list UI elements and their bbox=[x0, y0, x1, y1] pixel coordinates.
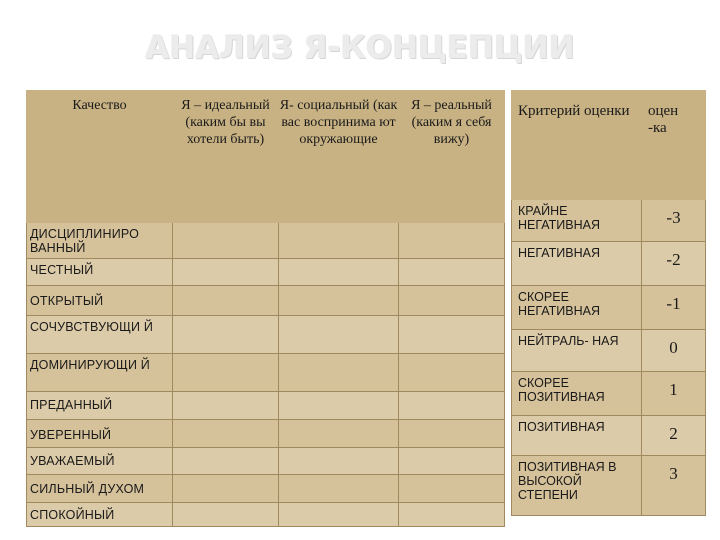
criterion-label: СКОРЕЕ НЕГАТИВНАЯ bbox=[512, 286, 642, 330]
criteria-row bbox=[512, 416, 706, 456]
ideal-cell[interactable] bbox=[173, 259, 279, 286]
criteria-header-row bbox=[512, 91, 706, 200]
criteria-row bbox=[512, 242, 706, 286]
social-cell[interactable] bbox=[279, 223, 399, 259]
table-row bbox=[27, 475, 505, 503]
quality-label: СОЧУВСТВУЮЩИ Й bbox=[27, 316, 173, 354]
social-cell[interactable] bbox=[279, 392, 399, 420]
page-title: АНАЛИЗ Я-КОНЦЕПЦИИ bbox=[145, 30, 575, 66]
ideal-cell[interactable] bbox=[173, 448, 279, 475]
header-quality: Качество bbox=[27, 91, 173, 223]
table-row bbox=[27, 392, 505, 420]
social-cell[interactable] bbox=[279, 286, 399, 316]
criterion-label: ПОЗИТИВНАЯ В ВЫСОКОЙ СТЕПЕНИ bbox=[512, 456, 642, 516]
ideal-cell[interactable] bbox=[173, 420, 279, 448]
social-cell[interactable] bbox=[279, 475, 399, 503]
real-cell[interactable] bbox=[399, 448, 505, 475]
criterion-label: КРАЙНЕ НЕГАТИВНАЯ bbox=[512, 200, 642, 242]
quality-label: ОТКРЫТЫЙ bbox=[27, 286, 173, 316]
criterion-label: НЕГАТИВНАЯ bbox=[512, 242, 642, 286]
criteria-row bbox=[512, 330, 706, 372]
real-cell[interactable] bbox=[399, 286, 505, 316]
real-cell[interactable] bbox=[399, 354, 505, 392]
ideal-cell[interactable] bbox=[173, 286, 279, 316]
criteria-table bbox=[511, 90, 706, 516]
table-row bbox=[27, 223, 505, 259]
social-cell[interactable] bbox=[279, 316, 399, 354]
social-cell[interactable] bbox=[279, 354, 399, 392]
real-cell[interactable] bbox=[399, 475, 505, 503]
criterion-label: НЕЙТРАЛЬ- НАЯ bbox=[512, 330, 642, 372]
real-cell[interactable] bbox=[399, 223, 505, 259]
table-row bbox=[27, 354, 505, 392]
ideal-cell[interactable] bbox=[173, 475, 279, 503]
real-cell[interactable] bbox=[399, 392, 505, 420]
social-cell[interactable] bbox=[279, 259, 399, 286]
real-cell[interactable] bbox=[399, 503, 505, 527]
table-row bbox=[27, 316, 505, 354]
quality-label: ЧЕСТНЫЙ bbox=[27, 259, 173, 286]
score-value: -1 bbox=[642, 286, 706, 330]
header-score: оцен -ка bbox=[642, 91, 706, 200]
header-social-self: Я- социальный (как вас воспринима ют окружающие bbox=[279, 91, 399, 223]
table-row bbox=[27, 503, 505, 527]
real-cell[interactable] bbox=[399, 316, 505, 354]
score-value: 0 bbox=[642, 330, 706, 372]
ideal-cell[interactable] bbox=[173, 316, 279, 354]
table-row bbox=[27, 286, 505, 316]
qualities-table bbox=[26, 90, 505, 527]
quality-label: УВЕРЕННЫЙ bbox=[27, 420, 173, 448]
social-cell[interactable] bbox=[279, 420, 399, 448]
social-cell[interactable] bbox=[279, 448, 399, 475]
quality-label: СИЛЬНЫЙ ДУХОМ bbox=[27, 475, 173, 503]
table-row bbox=[27, 420, 505, 448]
quality-label: СПОКОЙНЫЙ bbox=[27, 503, 173, 527]
criteria-row bbox=[512, 456, 706, 516]
table-row bbox=[27, 448, 505, 475]
quality-label: УВАЖАЕМЫЙ bbox=[27, 448, 173, 475]
criteria-row bbox=[512, 200, 706, 242]
criteria-row bbox=[512, 286, 706, 330]
score-value: 3 bbox=[642, 456, 706, 516]
qualities-header-row bbox=[27, 91, 505, 223]
ideal-cell[interactable] bbox=[173, 354, 279, 392]
criterion-label: СКОРЕЕ ПОЗИТИВНАЯ bbox=[512, 372, 642, 416]
criteria-row bbox=[512, 372, 706, 416]
quality-label: ДИСЦИПЛИНИРО ВАННЫЙ bbox=[27, 223, 173, 259]
score-value: -2 bbox=[642, 242, 706, 286]
score-value: 2 bbox=[642, 416, 706, 456]
ideal-cell[interactable] bbox=[173, 223, 279, 259]
quality-label: ПРЕДАННЫЙ bbox=[27, 392, 173, 420]
quality-label: ДОМИНИРУЮЩИ Й bbox=[27, 354, 173, 392]
header-ideal-self: Я – идеальный (каким бы вы хотели быть) bbox=[173, 91, 279, 223]
real-cell[interactable] bbox=[399, 259, 505, 286]
ideal-cell[interactable] bbox=[173, 503, 279, 527]
ideal-cell[interactable] bbox=[173, 392, 279, 420]
header-criterion: Критерий оценки bbox=[512, 91, 642, 200]
real-cell[interactable] bbox=[399, 420, 505, 448]
social-cell[interactable] bbox=[279, 503, 399, 527]
criterion-label: ПОЗИТИВНАЯ bbox=[512, 416, 642, 456]
table-row bbox=[27, 259, 505, 286]
score-value: -3 bbox=[642, 200, 706, 242]
score-value: 1 bbox=[642, 372, 706, 416]
header-real-self: Я – реальный (каким я себя вижу) bbox=[399, 91, 505, 223]
